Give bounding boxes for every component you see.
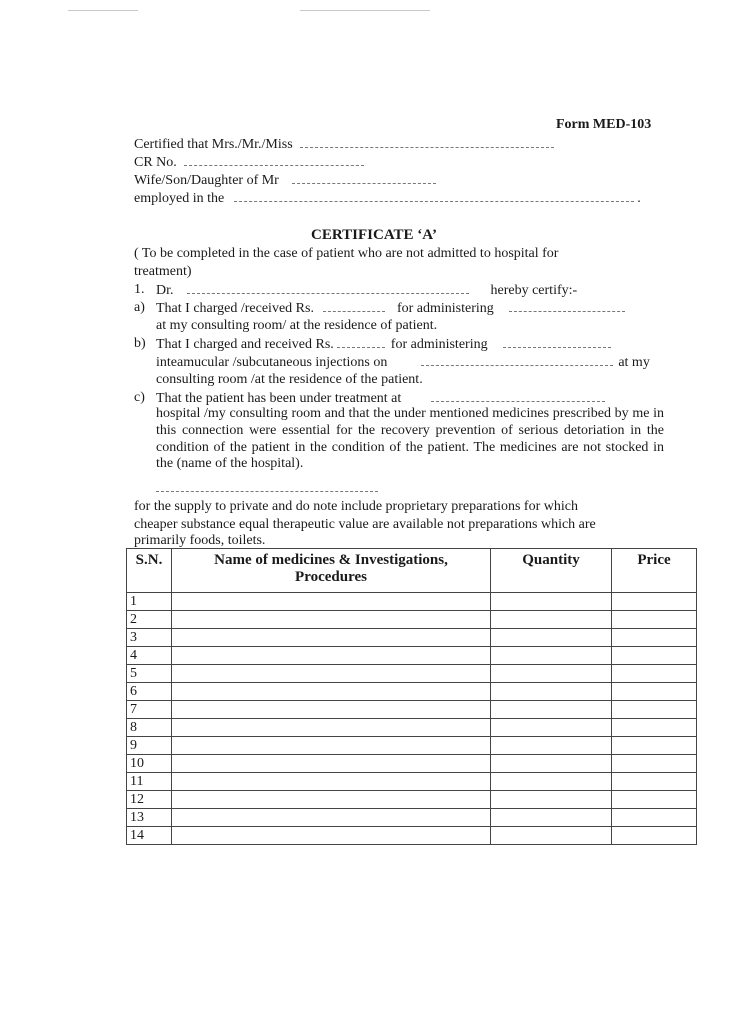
table-row — [127, 593, 697, 611]
price-cell[interactable] — [612, 719, 697, 737]
quantity-cell[interactable] — [491, 629, 612, 647]
quantity-cell[interactable] — [491, 791, 612, 809]
table-row — [127, 683, 697, 701]
relation-line — [134, 171, 436, 189]
quantity-cell[interactable] — [491, 773, 612, 791]
table-row — [127, 719, 697, 737]
item-b-line-3: consulting room /at the residence of the patient. — [156, 372, 423, 387]
price-cell[interactable] — [612, 683, 697, 701]
hereby-certify: hereby certify:- — [490, 283, 578, 298]
item-a-text-start: That I charged /received Rs. — [156, 301, 314, 316]
price-cell[interactable] — [612, 611, 697, 629]
table-header-row — [127, 549, 697, 593]
item-a-text-mid: for administering — [396, 301, 494, 316]
employed-blank — [234, 189, 634, 202]
item-b-date-blank — [421, 353, 613, 366]
item-a-line-1 — [156, 299, 625, 317]
item-b-injections-text: inteamucular /subcutaneous injections on — [156, 355, 388, 370]
medicine-name-cell[interactable] — [172, 701, 491, 719]
certified-that-line — [134, 135, 554, 153]
employed-line — [134, 189, 641, 207]
row-number: 6 — [127, 683, 172, 701]
medicine-name-cell[interactable] — [172, 809, 491, 827]
doctor-name-blank — [187, 281, 469, 294]
price-cell[interactable] — [612, 647, 697, 665]
row-number: 13 — [127, 809, 172, 827]
medicine-name-cell[interactable] — [172, 593, 491, 611]
item-b-administering-blank — [503, 335, 611, 348]
quantity-cell[interactable] — [491, 683, 612, 701]
medicine-name-cell[interactable] — [172, 773, 491, 791]
cr-no-line — [134, 153, 364, 171]
instruction-line-2: treatment) — [134, 264, 192, 279]
row-number: 12 — [127, 791, 172, 809]
medicine-name-cell[interactable] — [172, 755, 491, 773]
item-b-text-mid: for administering — [390, 337, 488, 352]
scan-artifact-line — [68, 10, 138, 11]
dr-label: Dr. — [156, 283, 174, 298]
medicine-name-cell[interactable] — [172, 647, 491, 665]
item-b-line-2 — [156, 353, 650, 371]
item-b-label: b) — [134, 336, 146, 351]
item-c-text: That the patient has been under treatment at — [156, 391, 402, 406]
row-number: 5 — [127, 665, 172, 683]
header-sn: S.N. — [127, 549, 172, 593]
certified-that-label: Certified that Mrs./Mr./Miss — [134, 137, 293, 152]
quantity-cell[interactable] — [491, 701, 612, 719]
item-1-line — [156, 281, 577, 299]
row-number: 1 — [127, 593, 172, 611]
item-a-label: a) — [134, 300, 145, 315]
item-b-amount-blank — [337, 335, 385, 348]
medicine-name-cell[interactable] — [172, 611, 491, 629]
medicines-table — [126, 548, 697, 845]
item-b-line-1 — [156, 335, 611, 353]
medicine-name-cell[interactable] — [172, 719, 491, 737]
item-a-amount-blank — [323, 299, 385, 312]
quantity-cell[interactable] — [491, 665, 612, 683]
header-name-line-2: Procedures — [295, 569, 367, 585]
row-number: 7 — [127, 701, 172, 719]
quantity-cell[interactable] — [491, 809, 612, 827]
row-number: 4 — [127, 647, 172, 665]
item-c-line-1 — [156, 389, 605, 407]
hospital-name-blank — [156, 479, 378, 492]
cr-no-blank — [184, 153, 364, 166]
employed-label: employed in the — [134, 191, 225, 206]
price-cell[interactable] — [612, 665, 697, 683]
relation-label: Wife/Son/Daughter of Mr — [134, 173, 279, 188]
row-number: 9 — [127, 737, 172, 755]
table-row — [127, 737, 697, 755]
relation-blank — [292, 171, 436, 184]
quantity-cell[interactable] — [491, 719, 612, 737]
item-c-hospital-blank — [431, 389, 605, 402]
item-1-number: 1. — [134, 282, 145, 297]
instruction-line-1: ( To be completed in the case of patient who are not admitted to hospital for — [134, 246, 559, 261]
price-cell[interactable] — [612, 629, 697, 647]
quantity-cell[interactable] — [491, 647, 612, 665]
table-row — [127, 611, 697, 629]
table-row — [127, 791, 697, 809]
patient-name-blank — [300, 135, 554, 148]
quantity-cell[interactable] — [491, 827, 612, 845]
row-number: 10 — [127, 755, 172, 773]
table-row — [127, 647, 697, 665]
price-cell[interactable] — [612, 791, 697, 809]
closing-line-3: primarily foods, toilets. — [134, 533, 266, 548]
medicine-name-cell[interactable] — [172, 737, 491, 755]
medicine-name-cell[interactable] — [172, 827, 491, 845]
table-row — [127, 629, 697, 647]
quantity-cell[interactable] — [491, 611, 612, 629]
price-cell[interactable] — [612, 701, 697, 719]
price-cell[interactable] — [612, 737, 697, 755]
scan-artifact-line — [300, 10, 430, 11]
medicine-name-cell[interactable] — [172, 665, 491, 683]
table-row — [127, 773, 697, 791]
item-a-line-2: at my consulting room/ at the residence of patient. — [156, 318, 438, 333]
quantity-cell[interactable] — [491, 755, 612, 773]
quantity-cell[interactable] — [491, 593, 612, 611]
row-number: 8 — [127, 719, 172, 737]
medicine-name-cell[interactable] — [172, 791, 491, 809]
item-a-administering-blank — [509, 299, 625, 312]
table-row — [127, 665, 697, 683]
table-row — [127, 701, 697, 719]
header-price: Price — [612, 549, 697, 593]
closing-line-1: for the supply to private and do note include proprietary preparations for which — [134, 499, 578, 514]
cr-no-label: CR No. — [134, 155, 177, 170]
table-row — [127, 755, 697, 773]
header-name-line-1: Name of medicines & Investigations, — [214, 552, 448, 568]
row-number: 3 — [127, 629, 172, 647]
closing-line-2: cheaper substance equal therapeutic value are available not preparations which are — [134, 517, 596, 532]
medicine-name-cell[interactable] — [172, 683, 491, 701]
item-c-label: c) — [134, 390, 145, 405]
header-quantity: Quantity — [491, 549, 612, 593]
price-cell[interactable] — [612, 593, 697, 611]
row-number: 14 — [127, 827, 172, 845]
item-b-text-start: That I charged and received Rs. — [156, 337, 334, 352]
item-b-at-my: at my — [618, 355, 650, 370]
price-cell[interactable] — [612, 773, 697, 791]
certificate-title: CERTIFICATE ‘A’ — [311, 227, 438, 243]
medicine-name-cell[interactable] — [172, 629, 491, 647]
trailing-dot: . — [637, 191, 641, 206]
price-cell[interactable] — [612, 809, 697, 827]
price-cell[interactable] — [612, 755, 697, 773]
row-number: 2 — [127, 611, 172, 629]
table-row — [127, 827, 697, 845]
row-number: 11 — [127, 773, 172, 791]
quantity-cell[interactable] — [491, 737, 612, 755]
item-c-body: hospital /my consulting room and that the under mentioned medicines prescribed by me in this connection were essential for the recovery prevention of serious detoriation in the condition of the patient in the condition of the patient. The medicines are not stocked in the (name of the hospital). — [156, 406, 664, 472]
header-name — [172, 549, 491, 593]
form-code: Form MED-103 — [556, 117, 652, 132]
price-cell[interactable] — [612, 827, 697, 845]
table-row — [127, 809, 697, 827]
